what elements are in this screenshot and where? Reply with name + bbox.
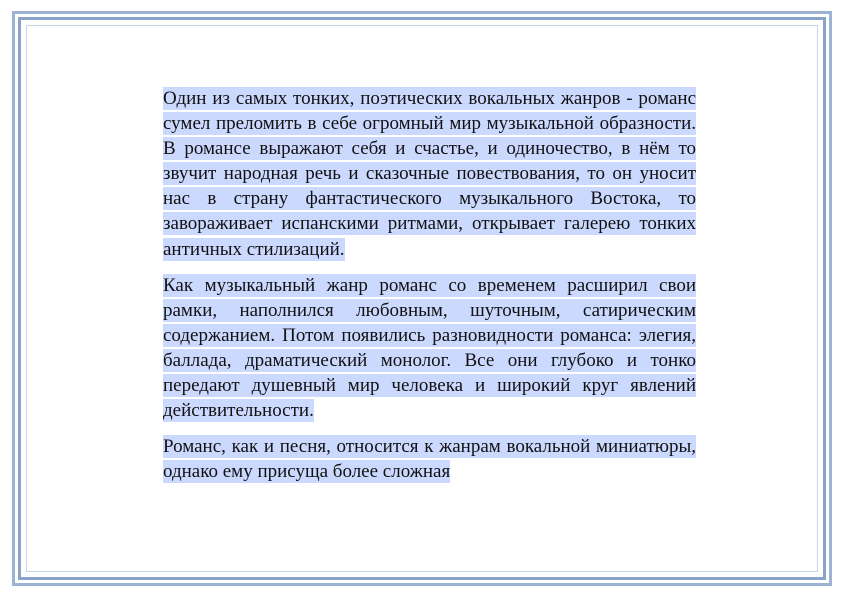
paragraph-1-text: Один из самых тонких, поэтических вокальных жанров - романс сумел преломить в себе огромный мир музыкальной образности. В романсе выражают себя и счастье, и одиночество, в нём то звучит народная речь и сказочные повествования, то он уносит нас в страну фантастического музыкального Востока, то завораживает испанскими ритмами, открывает галерею тонких античных стилизаций. (163, 88, 696, 260)
paragraph-2-text: Как музыкальный жанр романс со временем расширил свои рамки, наполнился любовным, шуточным, сатирическим содержанием. Потом появились разновидности романса: элегия, баллада, драматический монолог. Все они глубоко и тонко передают душевный мир человека и широкий круг явлений действительности. (163, 274, 696, 422)
paragraph-3 (163, 434, 696, 484)
paragraph-2 (163, 273, 696, 424)
paragraph-3-text: Романс, как и песня, относится к жанрам вокальной миниатюры, однако ему присуща более сложная (163, 436, 696, 483)
text-box (163, 86, 696, 546)
paragraph-1 (163, 86, 696, 262)
